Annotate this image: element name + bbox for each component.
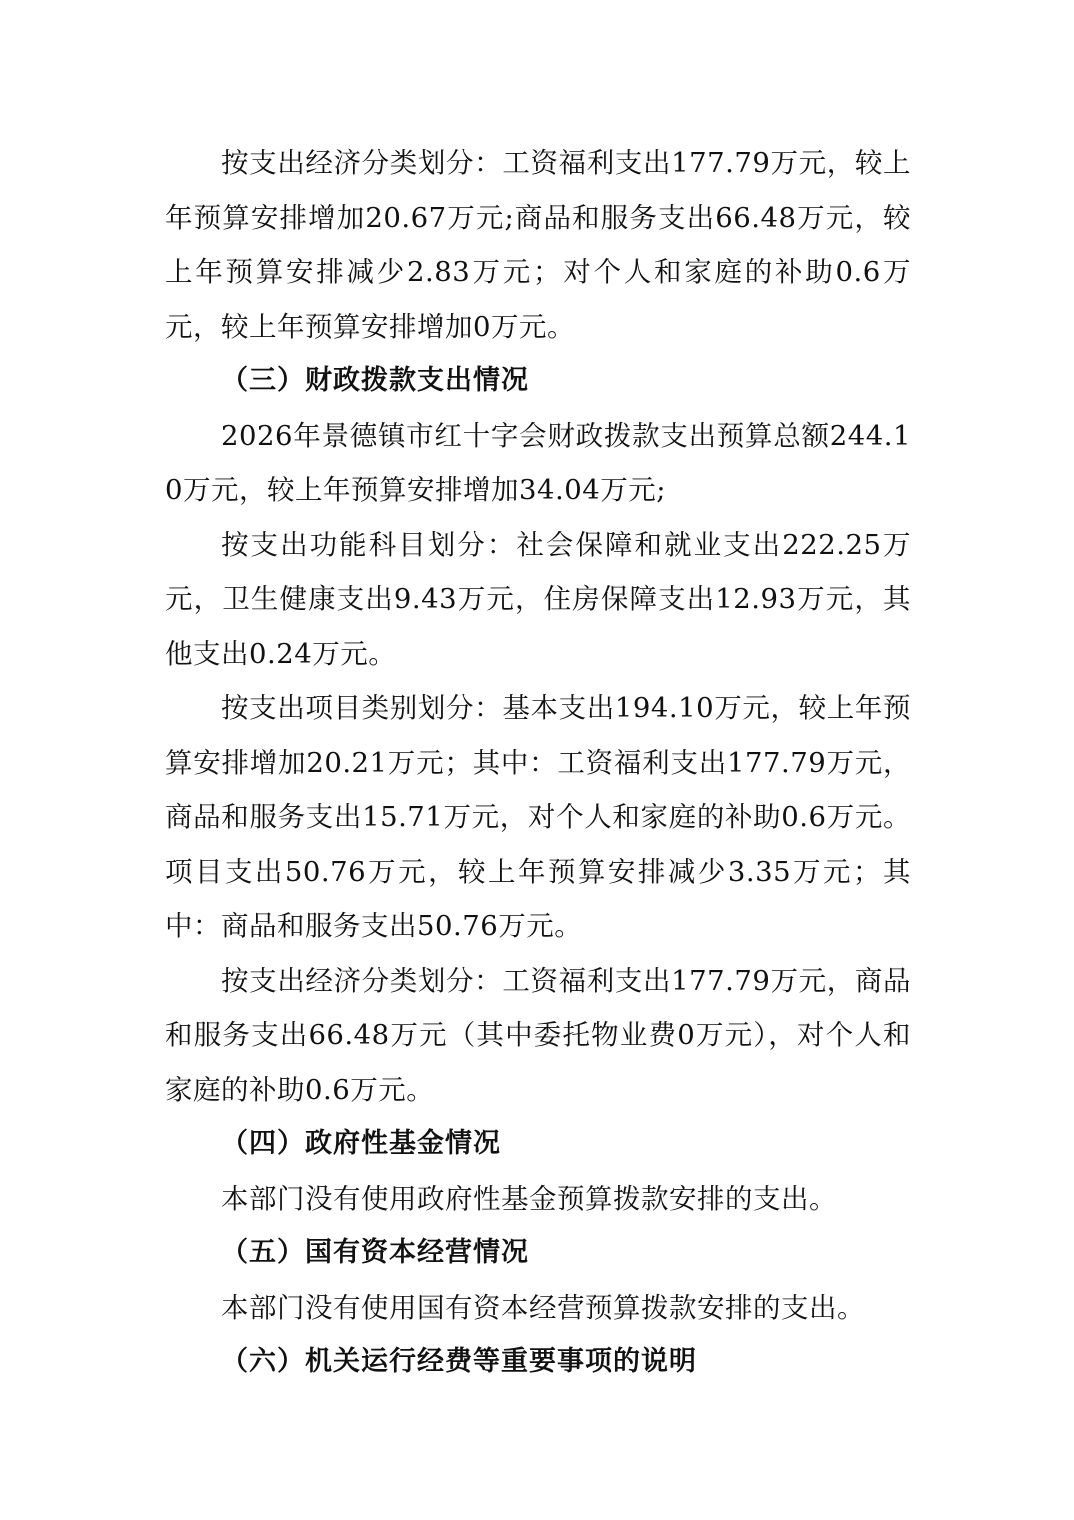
para-state-capital: 本部门没有使用国有资本经营预算拨款安排的支出。: [221, 1291, 865, 1324]
para-economic-classification-2: 按支出经济分类划分：工资福利支出177.79万元，商品和服务支出66.48万元（其中委托物业费0万元），对个人和家庭的补助0.6万元。: [165, 964, 911, 1106]
para-economic-classification-1: 按支出经济分类划分：工资福利支出177.79万元，较上年预算安排增加20.67万元;商品和服务支出66.48万元，较上年预算安排减少2.83万元；对个人和家庭的补助0.6万元，较上年预算安排增加0万元。: [165, 147, 911, 343]
document-body: [165, 136, 911, 1390]
para-government-funds: 本部门没有使用政府性基金预算拨款安排的支出。: [221, 1182, 837, 1215]
heading-state-capital: （五）国有资本经营情况: [221, 1237, 529, 1268]
para-functional-classification: 按支出功能科目划分：社会保障和就业支出222.25万元，卫生健康支出9.43万元，住房保障支出12.93万元，其他支出0.24万元。: [165, 528, 911, 670]
para-fiscal-total: 2026年景德镇市红十字会财政拨款支出预算总额244.10万元，较上年预算安排增加34.04万元;: [165, 419, 911, 506]
heading-fiscal-appropriation: （三）财政拨款支出情况: [221, 365, 529, 396]
heading-operating-expenses: （六）机关运行经费等重要事项的说明: [221, 1346, 697, 1377]
heading-government-funds: （四）政府性基金情况: [221, 1128, 501, 1159]
para-project-classification: 按支出项目类别划分：基本支出194.10万元，较上年预算安排增加20.21万元；其中：工资福利支出177.79万元，商品和服务支出15.71万元，对个人和家庭的补助0.6万元。项目支出50.76万元，较上年预算安排减少3.35万元；其中：商品和服务支出50.76万元。: [165, 692, 911, 942]
